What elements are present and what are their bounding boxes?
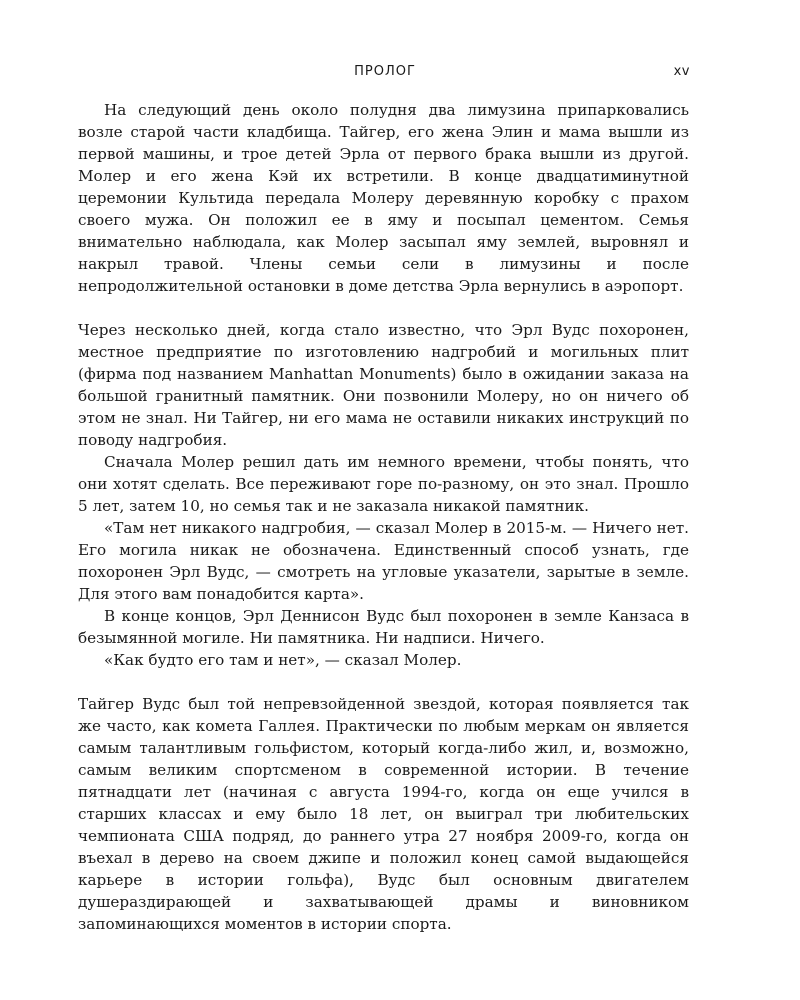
section-unmarked-grave [78, 319, 689, 671]
running-header [0, 64, 800, 84]
section-burial [78, 99, 689, 297]
section-tiger-woods [78, 693, 689, 935]
page-number: xv [673, 64, 690, 79]
paragraph: Сначала Молер решил дать им немного времени, чтобы понять, что они хотят сделать. Все переживают горе по-разному, он это знал. Прошло 5 лет, затем 10, но семья так и не заказала никакой памятник. [78, 453, 689, 515]
page-body [78, 99, 689, 935]
paragraph: Тайгер Вудс был той непревзойденной звездой, которая появляется так же часто, как комета Галлея. Практически по любым меркам он является самым талантливым гольфистом, который когда-либо жил, и, возможно, самым великим спортсменом в современной истории. В течение пятнадцати лет (начиная с августа 1994-го, когда он еще учился в старших классах и ему было 18 лет, он выиграл три любительских чемпионата США подряд, до раннего утра 27 ноября 2009-го, когда он въехал в дерево на своем джипе и положил конец самой выдающейся карьере в истории гольфа), Вудс был основным двигателем душераздирающей и захватывающей драмы и виновником запоминающихся моментов в истории спорта. [78, 695, 689, 933]
paragraph: На следующий день около полудня два лимузина припарковались возле старой части кладбища. Тайгер, его жена Элин и мама вышли из первой машины, и трое детей Эрла от первого брака вышли из другой. Молер и его жена Кэй их встретили. В конце двадцатиминутной церемонии Культида передала Молеру деревянную коробку с прахом своего мужа. Он положил ее в яму и посыпал цементом. Семья внимательно наблюдала, как Молер засыпал яму землей, выровнял и накрыл травой. Члены семьи сели в лимузины и после непродолжительной остановки в доме детства Эрла вернулись в аэропорт. [78, 101, 689, 295]
chapter-title: ПРОЛОГ [354, 64, 416, 79]
paragraph: В конце концов, Эрл Деннисон Вудс был похоронен в земле Канзаса в безымянной могиле. Ни памятника. Ни надписи. Ничего. [78, 607, 689, 647]
paragraph: «Как будто его там и нет», — сказал Молер. [104, 651, 462, 669]
paragraph: «Там нет никакого надгробия, — сказал Молер в 2015-м. — Ничего нет. Его могила никак не обозначена. Единственный способ узнать, где похоронен Эрл Вудс, — смотреть на угловые указатели, зарытые в земле. Для этого вам понадобится карта». [78, 519, 689, 603]
paragraph: Через несколько дней, когда стало известно, что Эрл Вудс похоронен, местное предприятие по изготовлению надгробий и могильных плит (фирма под названием Manhattan Monuments) было в ожидании заказа на большой гранитный памятник. Они позвонили Молеру, но он ничего об этом не знал. Ни Тайгер, ни его мама не оставили никаких инструкций по поводу надгробия. [78, 321, 689, 449]
